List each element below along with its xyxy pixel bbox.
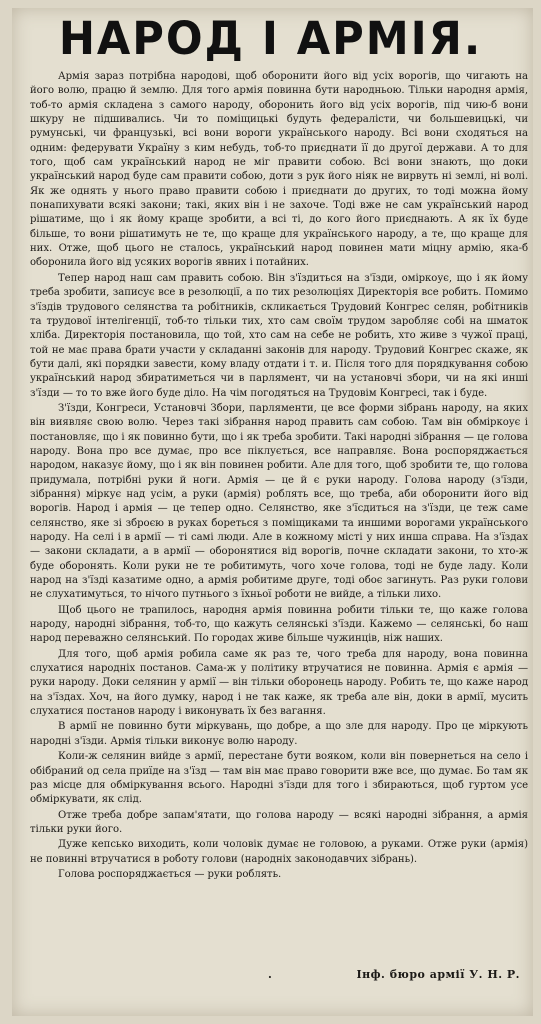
paragraph-7: Коли-ж селянин вийде з армії, перестане бути вояком, коли він повернеться на село і обібраний од села приїде на з'їзд — там він має право говорити вже все, що думає. Бо там як раз місце для обміркування всього. Народні з'їзди для того і збираються, щоб гуртом усе обміркувати, як слід. bbox=[30, 751, 528, 806]
document-body bbox=[30, 70, 528, 882]
paragraph-9: Дуже кепсько виходить, коли чоловік думає не головою, а руками. Отже руки (армія) не повинні втручатися в роботу голови (народніх законодавчих зібрань). bbox=[30, 839, 528, 865]
paragraph-2: Тепер народ наш сам править собою. Він з'їздиться на з'їзди, оміркоує, що і як йому треба зробити, записує все в резолюції, а по тих резолюціях Директорія все робить. Помимо з'їздів трудового селянства та робітників, скликається Трудовий Конгрес селян, робітників та трудової інтелігенції, тоб-то тільки тих, хто сам своїм трудом заробляє собі на шматок хліба. Директорія постановила, що той, хто сам на себе не робить, хто живе з чужої праці, той не має права брати участи у складанні законів для народу. Трудовий Конгрес скаже, як бути далі, які порядки завести, кому владу отдати і т. и. Після того для порядкування собою український народ збиратиметься чи в парлямент, чи на установчі збори, чи на які инші з'їзди — то то вже його буде діло. На чім погодяться на Трудовім Конгресі, так і буде. bbox=[30, 272, 528, 399]
paragraph-10: Голова роспоряджається — руки роблять. bbox=[58, 868, 282, 880]
paragraph-5: Для того, щоб армія робила саме як раз те, чого треба для народу, вона повинна слухатися народніх постанов. Сама-ж у політику втручатися не повинна. Армія є армія — руки народу. Доки селянин у армії — він тільки оборонець народу. Робить те, що каже народ на з'їздах. Хоч, на його думку, народ і не так каже, як треба але він, доки в армії, мусить слухатися постанов народу і виконувать їх без вагання. bbox=[30, 648, 528, 718]
paragraph-1: Армія зараз потрібна народові, щоб оборонити його від усіх ворогів, що чигають на його волю, працю й землю. Для того армія повинна бути народньою. Тільки народня армія, тоб-то армія складена з самого народу, оборонить його від усіх ворогів, під чию-б вони шкуру не підшивались. Чи то поміщицькі будуть федералісти, чи большевицькі, чи румунські, чи французькі, всі вони вороги українського народу. Всі вони сходяться на одним: федерувати Україну з ким небудь, тоб-то приєднати її до другої держави. А то для того, щоб сам український народ не міг правити собою. Всі вони знають, що доки український народ буде сам правити собою, доти з рук його ніяк не вирвуть ні землі, ні волі. Як же однять у нього право правити собою і приєднати до других, то тоді можна йому понапихувати всякі закони; такі, яких він і не захоче. Тоді вже не сам український народ рішатиме, що і як йому краще зробити, а всі ті, до кого його приєднають. А як їх буде більше, то вони рішатимуть не те, що краще для українського народу, а те, що краще для них. Отже, щоб цього не сталось, український народ повинен мати міцну армію, яка-б оборонила його від усяких ворогів явних і потайних. bbox=[30, 71, 528, 269]
paragraph-4: Щоб цього не трапилось, народня армія повинна робити тільки те, що каже голова народу, народні зібрання, тоб-то, що кажуть селянські з'їзди. Кажемо — селянські, бо наш народ переважно селянський. По городах живе більше чужинців, ніж наших. bbox=[30, 604, 528, 645]
footer-dot: . bbox=[268, 968, 272, 981]
paragraph-3: З'їзди, Конгреси, Установчі Збори, парляменти, це все форми зібрань народу, на яких він виявляє свою волю. Через такі зібрання народ править сам собою. Там він обміркоує і постановляє, що і як повинно бути, що і як треба зробити. Такі народні зібрання — це голова народу. Вона про все думає, про все піклується, все направляє. Вона роспоряджається народом, наказує йому, що і як він повинен робити. Але для того, щоб зробити те, що голова придумала, потрібні руки й ноги. Армія — це й є руки народу. Голова народу (з'їзди, зібрання) міркує над усім, а руки (армія) роблять все, що треба, аби оборонити його від ворогів. Народ і армія — це тепер одно. Селянство, яке з'їсдиться на з'їзди, це теж саме селянство, яке зі зброєю в руках бореться з поміщиками та иншими ворогами українського народу. На селі і в армії — ті самі люди. Але в кожному місті у них инша справа. На з'їздах — закони складати, а в армії — оборонятися від ворогів, почне складати закони, то хто-ж буде оборонять. Коли руки не те робитимуть, чого хоче голова, тоді не буде ладу. Коли народ на з'їзді казатиме одно, а армія робитиме друге, тоді обоє загинуть. Раз руки голови не слухатимуться, то нічого путнього з їхньої роботи не вийде, а тільки лихо. bbox=[30, 402, 528, 601]
document-title: НАРОД І АРМІЯ. bbox=[58, 12, 483, 65]
paragraph-8: Отже треба добре запам'ятати, що голова народу — всякі народні зібрання, а армія тільки руки його. bbox=[30, 809, 528, 835]
footer bbox=[30, 968, 530, 988]
paragraph-6: В армії не повинно бути міркувань, що добре, а що зле для народу. Про це міркують народні з'їзди. Армія тільки виконує волю народу. bbox=[30, 721, 528, 747]
signature: Інф. бюро армії У. Н. Р. bbox=[356, 968, 520, 981]
